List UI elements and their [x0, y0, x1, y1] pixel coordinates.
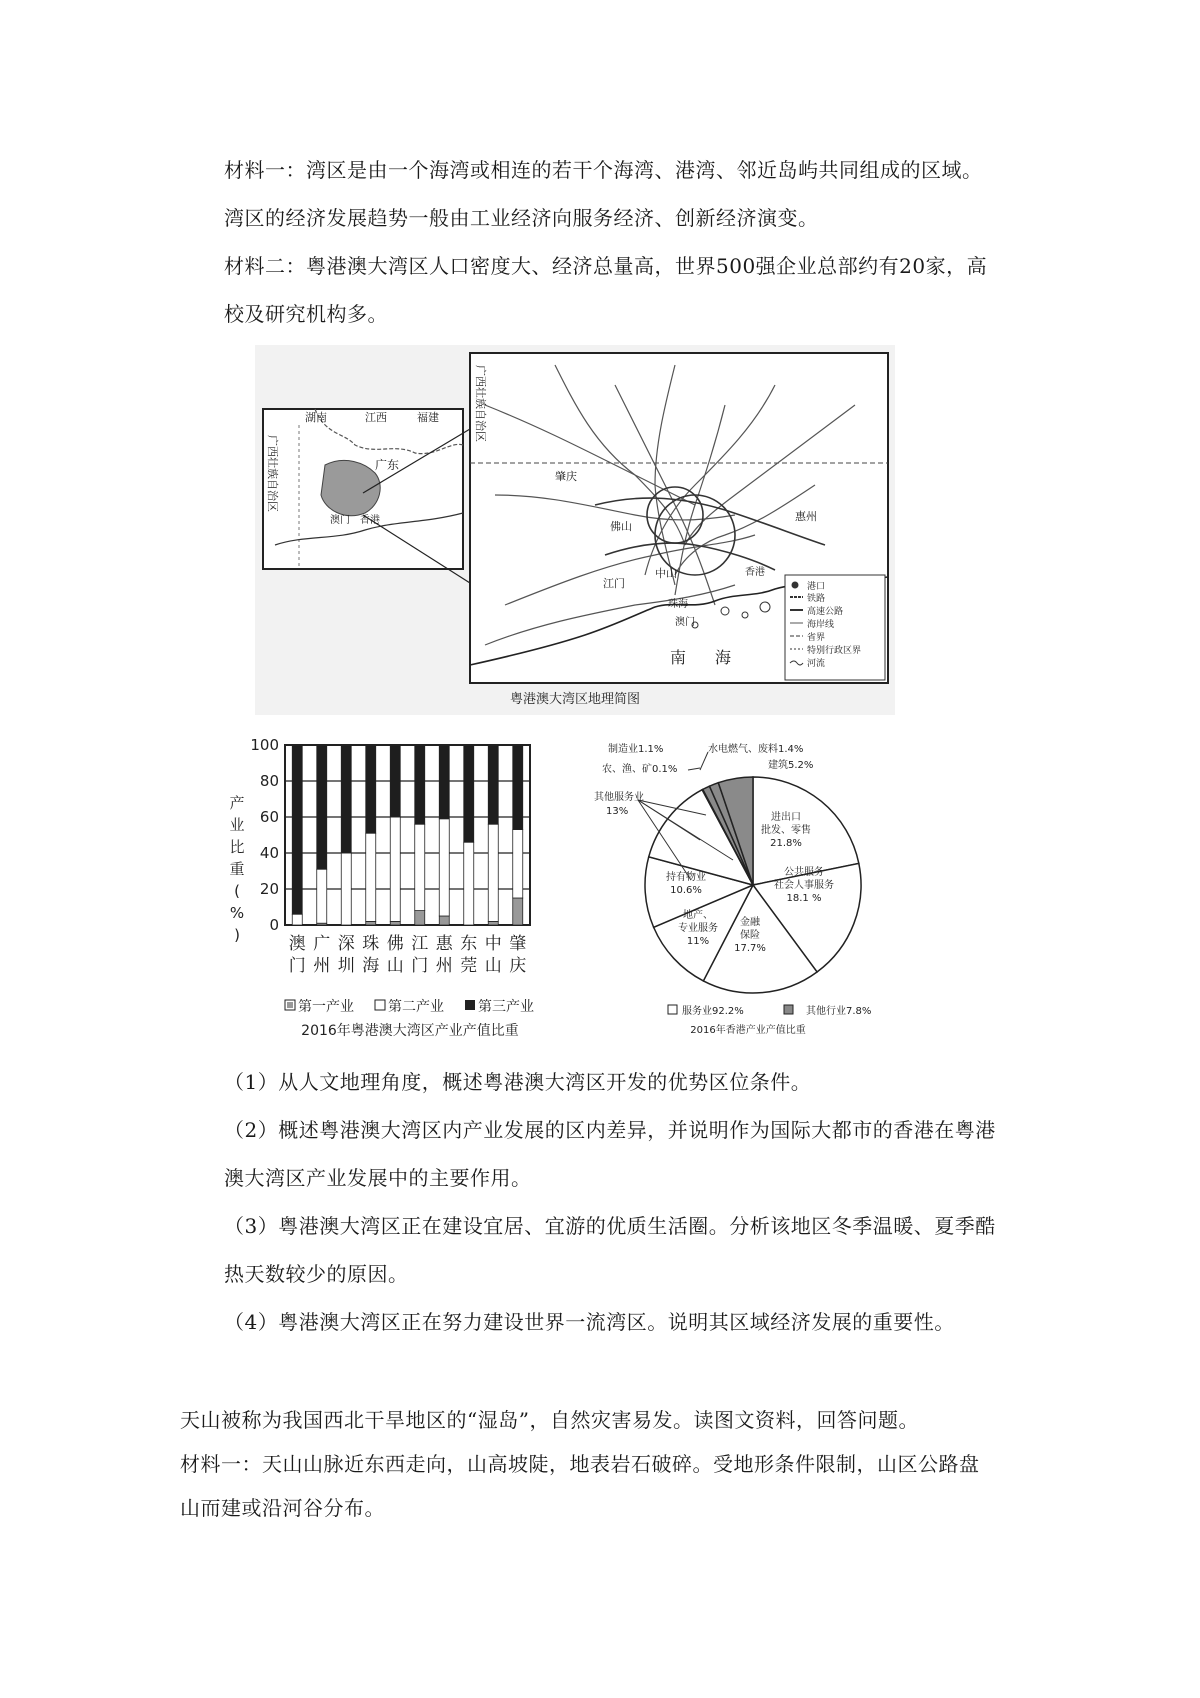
inset-label-hunan: 湖南	[305, 411, 327, 424]
pie-label-estate-2: 专业服务	[678, 923, 718, 934]
bar-primary	[415, 911, 425, 925]
pie-label-finance-3: 17.7%	[734, 943, 766, 954]
pie-label-estate-1: 地产、	[683, 910, 713, 921]
bar-xlabel-top: 佛	[386, 934, 404, 954]
bar-secondary	[439, 819, 449, 916]
main-map	[470, 353, 888, 683]
pie-label-other-name: 其他服务业	[594, 792, 644, 803]
legend-port-icon	[792, 582, 799, 589]
legend-rail: 铁路	[807, 594, 826, 604]
bar-secondary	[341, 853, 351, 925]
legend-sar-border: 特别行政区界	[807, 646, 862, 656]
pie-label-public-1: 公共服务	[784, 867, 824, 878]
bar-tertiary	[366, 745, 376, 833]
inset-label-hongkong: 香港	[360, 515, 380, 526]
legend-primary: 第一产业	[298, 999, 354, 1015]
sea-label-hai: 海	[715, 648, 732, 667]
bar-secondary	[366, 833, 376, 921]
bar-ylabel-char: %	[229, 904, 245, 922]
pie-label-property-1: 持有物业	[666, 872, 706, 883]
place-hongkong: 香港	[745, 567, 765, 578]
question-2-line2: 澳大湾区产业发展中的主要作用。	[224, 1166, 532, 1190]
bar-secondary	[513, 830, 523, 898]
bar-primary	[439, 916, 449, 925]
pie-label-trade-3: 21.8%	[770, 838, 802, 849]
inset-label-fujian: 福建	[417, 411, 439, 424]
bar-tertiary	[464, 745, 474, 842]
bar-xlabel-bottom: 山	[386, 956, 404, 976]
material2-line1: 材料二：粤港澳大湾区人口密度大、经济总量高，世界500强企业总部约有20家，高	[224, 254, 988, 278]
pie-legend-other: 其他行业7.8%	[806, 1006, 872, 1017]
bar-xlabel-top: 珠	[362, 934, 380, 954]
bar-xlabel-top: 中	[484, 934, 502, 954]
place-zhongshan: 中山	[655, 567, 677, 580]
map-legend	[785, 575, 885, 680]
industry-share-bar-chart	[225, 730, 580, 1045]
leader-mfg	[700, 752, 708, 770]
pie-label-public-2: 社会人事服务	[774, 880, 834, 891]
bar-xlabel-bottom: 圳	[337, 956, 355, 976]
bar-tertiary	[390, 745, 400, 817]
question-1: （1）从人文地理角度，概述粤港澳大湾区开发的优势区位条件。	[224, 1070, 812, 1094]
bar-xlabel-bottom: 山	[484, 956, 502, 976]
bar-tertiary	[317, 745, 327, 869]
place-macau: 澳门	[675, 617, 695, 628]
pie-label-trade-2: 批发、零售	[761, 825, 811, 836]
pie-label-estate-3: 11%	[686, 936, 710, 947]
material1-line1: 材料一：湾区是由一个海湾或相连的若干个海湾、港湾、邻近岛屿共同组成的区域。	[224, 158, 983, 182]
bar-primary	[390, 921, 400, 925]
bar-primary	[366, 921, 376, 925]
bar-tertiary	[439, 745, 449, 819]
bar-ylabel-char: 比	[229, 838, 245, 856]
bar-secondary	[292, 914, 302, 925]
bar-xlabel-top: 深	[337, 934, 355, 954]
bar-xlabel-bottom: 庆	[509, 956, 527, 976]
bar-xlabel-top: 江	[411, 934, 429, 954]
bar-tertiary	[513, 745, 523, 830]
inset-label-jiangxi: 江西	[365, 411, 387, 424]
bar-tertiary	[415, 745, 425, 824]
pie-label-other-value: 13%	[606, 806, 629, 817]
pie-label-finance-2: 保险	[740, 930, 760, 941]
inset-map	[263, 409, 470, 583]
material1-line2: 湾区的经济发展趋势一般由工业经济向服务经济、创新经济演变。	[224, 206, 819, 230]
bar-ylabel-char: (	[234, 882, 240, 900]
bar-ylabel-char: 产	[229, 794, 245, 812]
bar-secondary	[464, 842, 474, 925]
pie-label-public-3: 18.1 %	[786, 893, 822, 904]
question-4: （4）粤港澳大湾区正在努力建设世界一流湾区。说明其区域经济发展的重要性。	[224, 1310, 955, 1334]
pie-label-trade-1: 进出口	[771, 812, 801, 823]
bar-xlabel-bottom: 门	[411, 956, 429, 976]
legend-tertiary: 第三产业	[478, 999, 534, 1015]
main-left-label: 广西壮族自治区	[474, 365, 487, 442]
bar-xlabel-top: 澳	[288, 934, 306, 954]
bar-xlabel-bottom: 海	[362, 956, 380, 976]
legend-port: 港口	[807, 582, 826, 592]
sea-label-nan: 南	[670, 648, 687, 667]
legend-river: 河流	[807, 659, 826, 669]
place-foshan: 佛山	[610, 520, 632, 533]
bar-ytick-label: 80	[259, 772, 279, 790]
next-intro: 天山被称为我国西北干旱地区的“湿岛”，自然灾害易发。读图文资料，回答问题。	[180, 1408, 919, 1432]
pie-legend-service: 服务业92.2%	[682, 1006, 744, 1017]
bar-xlabel-bottom: 州	[313, 956, 331, 976]
hongkong-industry-pie-chart	[588, 730, 908, 1045]
bar-ytick-label: 20	[259, 880, 279, 898]
inset-label-macau: 澳门	[330, 515, 350, 526]
bar-tertiary	[341, 745, 351, 853]
bar-ytick-label: 0	[269, 916, 279, 934]
bar-xlabel-bottom: 门	[288, 956, 306, 976]
place-zhaoqing: 肇庆	[555, 470, 577, 483]
bar-ylabel-char: )	[234, 926, 240, 944]
material2-line2: 校及研究机构多。	[224, 302, 388, 326]
bar-xlabel-top: 肇	[509, 934, 527, 954]
bar-tertiary	[488, 745, 498, 824]
bar-ylabel-char: 业	[229, 816, 245, 834]
question-3-line1: （3）粤港澳大湾区正在建设宜居、宜游的优质生活圈。分析该地区冬季温暖、夏季酷	[224, 1214, 996, 1238]
pie-label-property-2: 10.6%	[670, 885, 702, 896]
bar-xlabel-bottom: 莞	[460, 956, 478, 976]
map-caption: 粤港澳大湾区地理简图	[509, 692, 641, 707]
bar-xlabel-top: 广	[313, 934, 331, 954]
pie-label-finance-1: 金融	[740, 917, 760, 928]
bar-secondary	[415, 824, 425, 910]
bar-secondary	[390, 817, 400, 921]
pie-label-mfg: 制造业1.1%	[608, 744, 664, 755]
next-material1-line2: 山而建或沿河谷分布。	[180, 1496, 385, 1520]
place-huizhou: 惠州	[795, 510, 817, 523]
gba-map-figure	[255, 345, 895, 715]
place-jiangmen: 江门	[603, 577, 625, 590]
pie-label-util: 水电燃气、废料1.4%	[708, 744, 804, 755]
bar-chart-title: 2016年粤港澳大湾区产业产值比重	[301, 1023, 519, 1039]
place-zhuhai: 珠海	[668, 599, 688, 610]
legend-highway: 高速公路	[807, 607, 844, 617]
bar-secondary	[488, 824, 498, 921]
bar-primary	[488, 921, 498, 925]
pie-chart-title: 2016年香港产业产值比重	[690, 1025, 806, 1036]
pie-label-build: 建筑5.2%	[768, 760, 814, 771]
bar-tertiary	[292, 745, 302, 914]
bar-primary	[513, 898, 523, 925]
pie-label-agri: 农、渔、矿0.1%	[602, 764, 678, 775]
next-material1-line1: 材料一：天山山脉近东西走向，山高坡陡，地表岩石破碎。受地形条件限制，山区公路盘	[180, 1452, 980, 1476]
bar-xlabel-top: 惠	[435, 934, 453, 954]
leader-agri	[688, 768, 700, 770]
bar-ytick-label: 100	[250, 736, 279, 754]
bar-xlabel-top: 东	[460, 934, 478, 954]
bar-ylabel-char: 重	[229, 860, 245, 878]
question-2-line1: （2）概述粤港澳大湾区内产业发展的区内差异，并说明作为国际大都市的香港在粤港	[224, 1118, 996, 1142]
question-3-line2: 热天数较少的原因。	[224, 1262, 409, 1286]
inset-left-label: 广西壮族自治区	[266, 435, 279, 512]
bar-secondary	[317, 869, 327, 923]
bar-ytick-label: 40	[259, 844, 279, 862]
inset-label-guangdong: 广东	[375, 458, 400, 472]
bar-legend	[285, 998, 534, 1015]
legend-province-border: 省界	[807, 633, 826, 643]
bar-xlabel-bottom: 州	[435, 956, 453, 976]
legend-coastline: 海岸线	[807, 620, 835, 630]
bar-ytick-label: 60	[259, 808, 279, 826]
legend-secondary: 第二产业	[388, 999, 444, 1015]
